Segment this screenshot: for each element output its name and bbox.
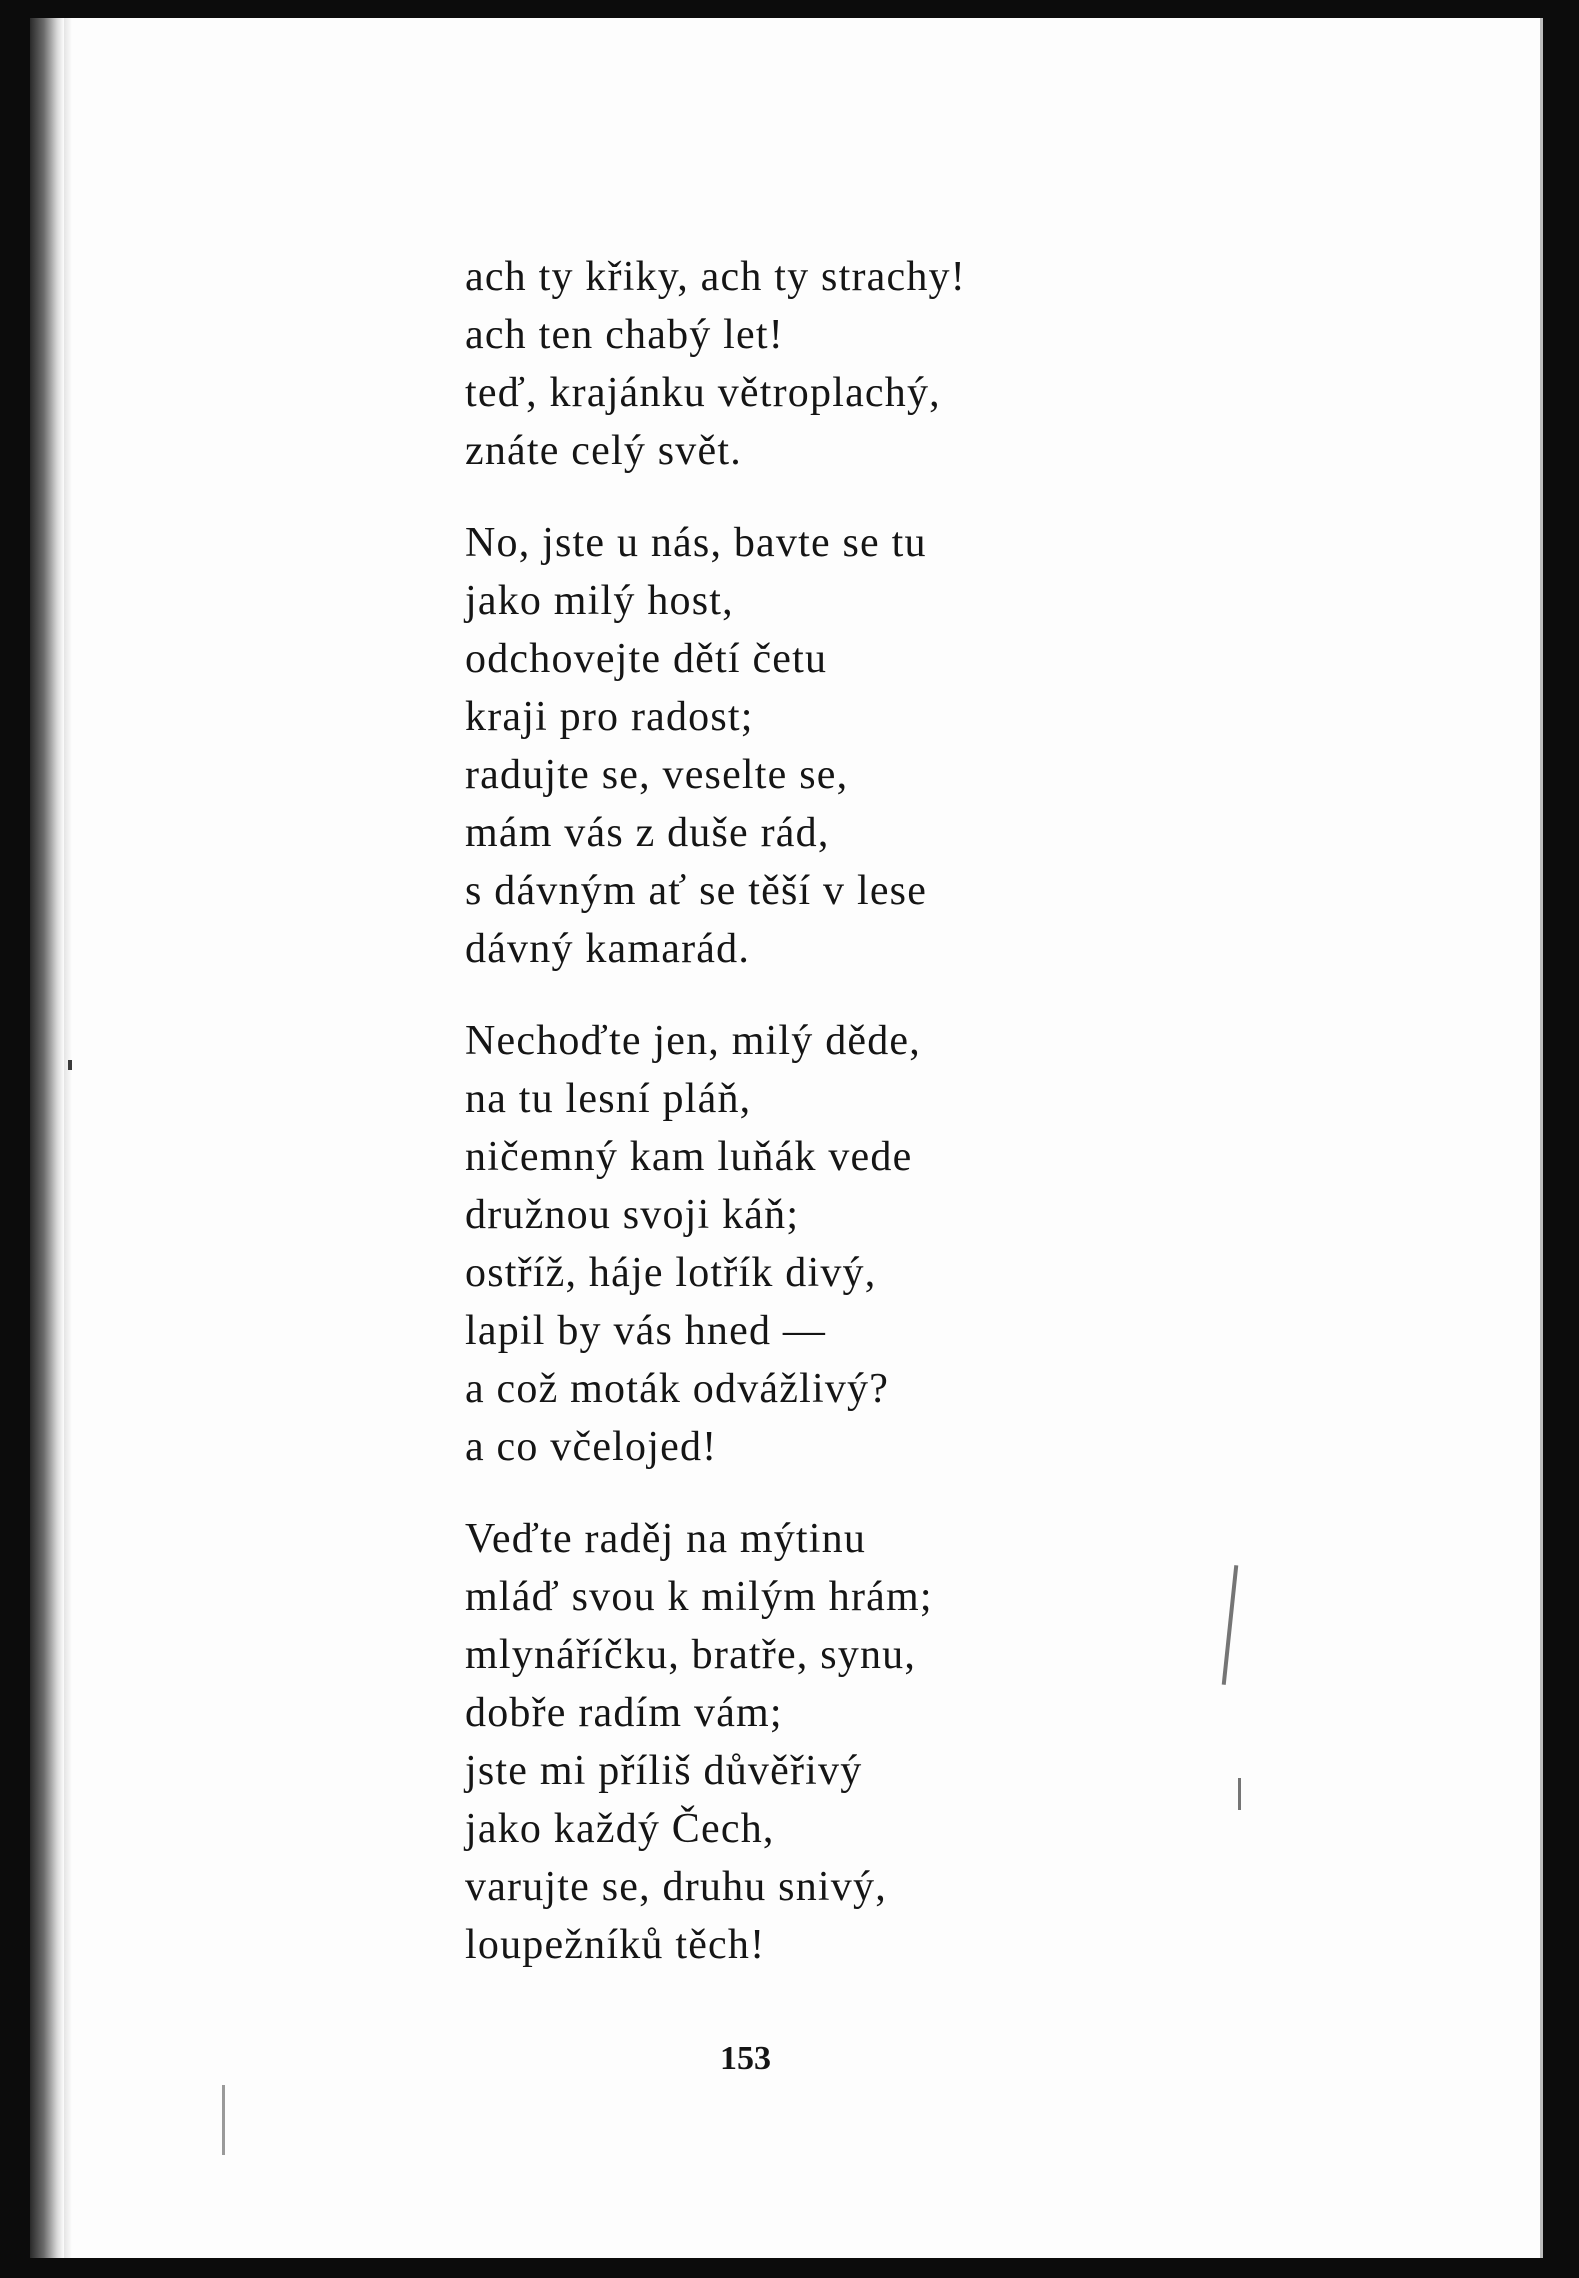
poem-line: teď, krajánku větroplachý,	[465, 370, 941, 416]
poem-line: lapil by vás hned —	[465, 1308, 827, 1354]
page-binding-edge	[30, 18, 64, 2258]
poem-line: odchovejte dětí četu	[465, 636, 828, 682]
stanza-3	[465, 1012, 1165, 1476]
binding-shadow	[64, 18, 72, 2258]
stanza-1	[465, 248, 1165, 480]
poem-line: ach ten chabý let!	[465, 312, 784, 358]
poem-line: mláď svou k milým hrám;	[465, 1574, 933, 1620]
poem-line: dávný kamarád.	[465, 926, 751, 972]
poem-line: na tu lesní pláň,	[465, 1076, 752, 1122]
poem-line: No, jste u nás, bavte se tu	[465, 520, 927, 566]
poem-line: družnou svoji káň;	[465, 1192, 800, 1238]
poem-line: a co včelojed!	[465, 1424, 718, 1470]
page-right-edge	[1540, 18, 1543, 2258]
poem-line: mám vás z duše rád,	[465, 810, 830, 856]
poem-line: radujte se, veselte se,	[465, 752, 849, 798]
pencil-mark	[1238, 1778, 1241, 1810]
poem-line: Nechoďte jen, milý děde,	[465, 1018, 921, 1064]
stanza-2	[465, 514, 1165, 978]
poem-line: jako milý host,	[465, 578, 734, 624]
poem-line: Veďte raděj na mýtinu	[465, 1516, 867, 1562]
poem-line: mlynáříčku, bratře, synu,	[465, 1632, 917, 1678]
poem-line: varujte se, druhu snivý,	[465, 1864, 887, 1910]
poem-line: s dávným ať se těší v lese	[465, 868, 928, 914]
poem-line: ničemný kam luňák vede	[465, 1134, 913, 1180]
poem-line: dobře radím vám;	[465, 1690, 783, 1736]
poem-line: znáte celý svět.	[465, 428, 742, 474]
poem-line: kraji pro radost;	[465, 694, 754, 740]
poem-line: jako každý Čech,	[465, 1806, 775, 1852]
pencil-mark	[68, 1060, 72, 1070]
page-number: 153	[720, 2040, 771, 2077]
poem-line: jste mi příliš důvěřivý	[465, 1748, 863, 1794]
pencil-mark	[222, 2085, 225, 2155]
poem-line: a což moták odvážlivý?	[465, 1366, 890, 1412]
stanza-4	[465, 1510, 1165, 1974]
poem-line: ostříž, háje lotřík divý,	[465, 1250, 877, 1296]
poem-line: ach ty křiky, ach ty strachy!	[465, 254, 966, 300]
poem-line: loupežníků těch!	[465, 1922, 766, 1968]
poem	[465, 248, 1165, 2008]
